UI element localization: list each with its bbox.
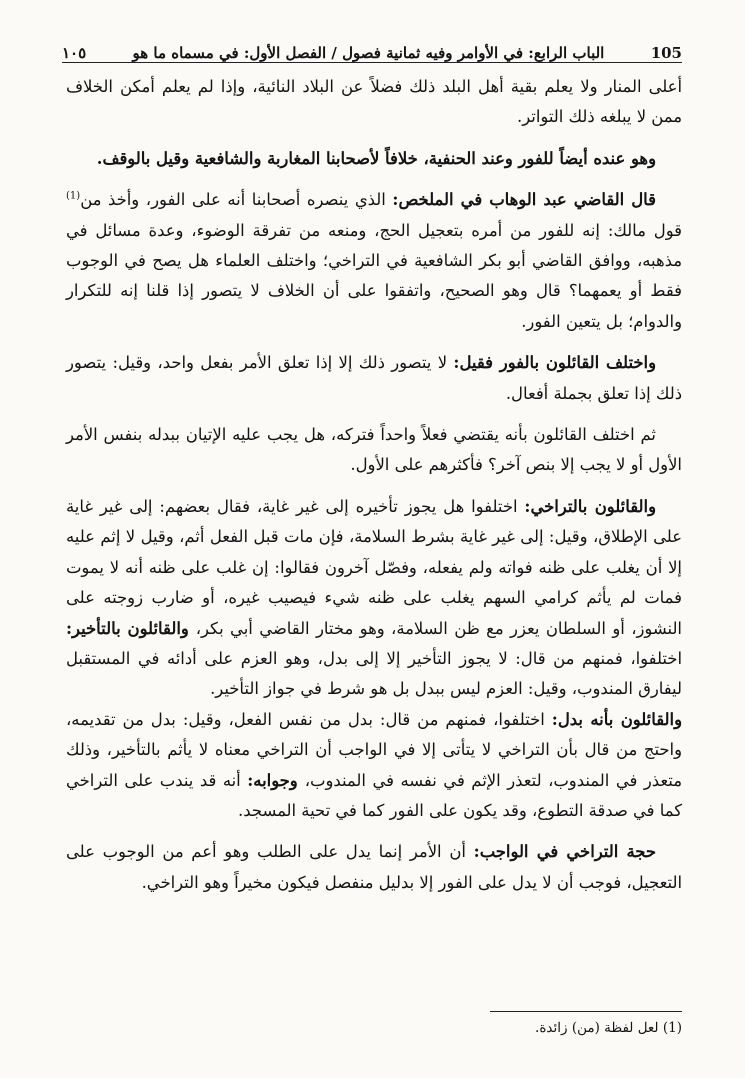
footnote-divider (490, 1011, 682, 1012)
page-body (66, 72, 682, 909)
paragraph-6-text-a: اختلفوا هل يجوز تأخيره إلى غير غاية، فقال بعضهم: إلى غير غاية على الإطلاق، وقيل: إلى غير غاية بشرط السلامة، فإن مات قبل الفعل أثم، وقيل لا إثم عليه إلا أن يغلب على ظنه فواته ولم يفعله، وفصّل آخرون فقالوا: إن غلب على ظنه أنه لا يموت فمات لم يأثم كرامي السهم يغلب على ظنه شيء فيصيب غيره، أو ضارب زوجته على النشوز، أو السلطان يعزر مع ظن السلامة، وهو مختار القاضي أبي بكر، (66, 496, 682, 638)
paragraph-7-text-b: أنه قد يندب على التراخي كما في صدقة التطوع، وقد يكون على الفور كما في تحية المسجد. (66, 770, 682, 820)
paragraph-7-lead-2: وجوابه: (247, 770, 305, 790)
footnote (400, 1020, 682, 1036)
paragraph-5-text: ثم اختلف القائلون بأنه يقتضي فعلاً واحداً فتركه، هل يجب عليه الإتيان ببدله بنفس الأمر الأول أو لا يجب إلا بنص آخر؟ فأكثرهم على الأول. (66, 425, 682, 475)
page-number-latin: 105 (650, 44, 682, 62)
paragraph-4 (66, 348, 682, 409)
paragraph-3 (66, 185, 682, 337)
paragraph-6 (66, 492, 682, 826)
paragraph-7-text-a: اختلفوا، فمنهم من قال: بدل من نفس الفعل، وقيل: بدل من تقديمه، واحتج من قال بأن التراخي لا يتأتى إلا في الواجب أن التراخي معناه لا يأثم بالتأخير، وذلك متعذر في المندوب، لتعذر الإثم في نفسه في المندوب، (66, 709, 682, 790)
paragraph-1 (66, 72, 682, 133)
paragraph-5 (66, 420, 682, 481)
footnote-text: لعل لفظة (من) زائدة. (535, 1020, 659, 1036)
paragraph-2 (66, 144, 682, 174)
footnote-ref: (1) (66, 190, 81, 202)
paragraph-2-text: وهو عنده أيضاً للفور وعند الحنفية، خلافاً لأصحابنا المغاربة والشافعية وقيل بالوقف. (96, 148, 656, 168)
footnote-marker: (1) (662, 1020, 682, 1036)
paragraph-3-text-b: قول مالك: إنه للفور من أمره بتعجيل الحج، ومنعه من تفرقة الوضوء، وعدة مسائل في مذهبه، ووافق القاضي أبو بكر الشافعية في التراخي؛ واختلف العلماء هل يصح في الوجوب فقط أو يعمهما؟ قال وهو الصحيح، واتفقوا على أن الخلاف لا يتصور إذا قلنا إنه للتكرار والدوام؛ بل يتعين الفور. (66, 220, 682, 331)
paragraph-1-text: أعلى المنار ولا يعلم بقية أهل البلد ذلك فضلاً عن البلاد النائية، وإذا لم يعلم أمكن الخلاف ممن لا يبلغه ذلك التواتر. (66, 77, 682, 127)
paragraph-4-text: لا يتصور ذلك إلا إذا تعلق الأمر بفعل واحد، وقيل: يتصور ذلك إذا تعلق بجملة أفعال. (66, 353, 682, 403)
paragraph-8-lead: حجة التراخي في الواجب: (473, 842, 656, 862)
paragraph-3-lead: قال القاضي عبد الوهاب في الملخص: (392, 190, 656, 210)
paragraph-3-text-a: الذي ينصره أصحابنا أنه على الفور، وأخذ من (80, 190, 393, 210)
paragraph-6-text-b: اختلفوا، فمنهم من قال: لا يجوز التأخير إلا إلى بدل، وهو العزم على أدائه في المستقبل ليفارق المندوب، وقيل: العزم ليس ببدل بل هو شرط في جواز التأخير. (66, 648, 682, 699)
paragraph-7-lead: والقائلون بأنه بدل: (551, 709, 682, 729)
paragraph-6-lead: والقائلون بالتراخي: (524, 496, 656, 516)
paragraph-8 (66, 837, 682, 898)
running-header (62, 36, 682, 63)
paragraph-8-text: أن الأمر إنما يدل على الطلب وهو أعم من الوجوب على التعجيل، فوجب أن لا يدل على الفور إلا بدليل منفصل فيكون مخيراً وهو التراخي. (66, 842, 682, 892)
page-number-arabic: ١٠٥ (62, 44, 87, 62)
paragraph-6-lead-2: والقائلون بالتأخير: (66, 618, 196, 638)
running-title: الباب الرابع: في الأوامر وفيه ثمانية فصول / الفصل الأول: في مسماه ما هو (132, 44, 605, 62)
paragraph-4-lead: واختلف القائلون بالفور فقيل: (453, 353, 656, 373)
